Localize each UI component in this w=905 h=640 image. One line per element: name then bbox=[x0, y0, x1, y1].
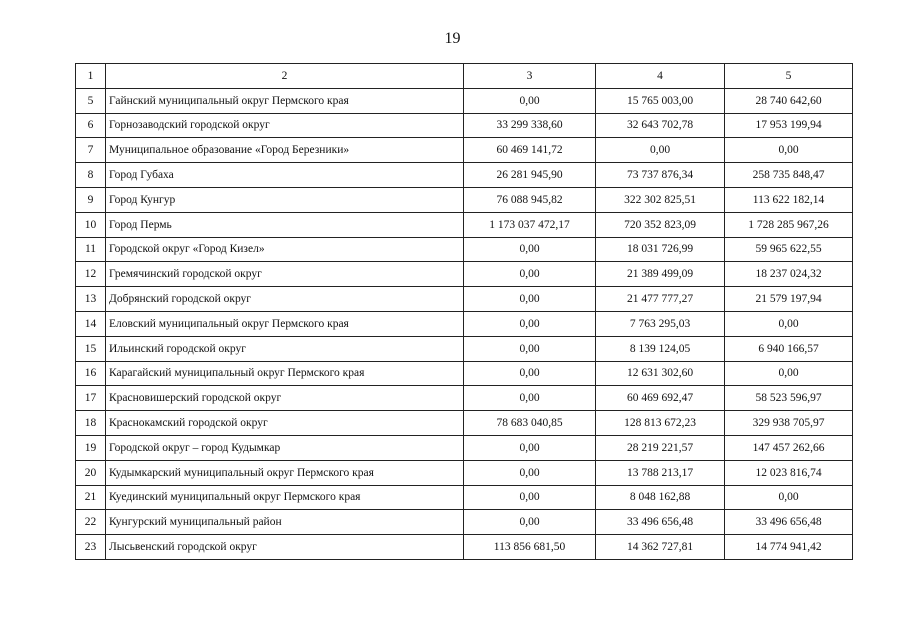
municipality-name-cell: Красновишерский городской округ bbox=[106, 386, 464, 411]
row-number-cell: 17 bbox=[76, 386, 106, 411]
table-row bbox=[76, 237, 853, 262]
value-cell: 1 173 037 472,17 bbox=[464, 212, 596, 237]
municipality-name-cell: Город Губаха bbox=[106, 163, 464, 188]
municipality-name-cell: Кунгурский муниципальный район bbox=[106, 510, 464, 535]
value-cell: 0,00 bbox=[464, 88, 596, 113]
municipality-name-cell: Горнозаводский городской округ bbox=[106, 113, 464, 138]
row-number-cell: 13 bbox=[76, 287, 106, 312]
row-number-cell: 22 bbox=[76, 510, 106, 535]
row-number-cell: 15 bbox=[76, 336, 106, 361]
table-row bbox=[76, 336, 853, 361]
row-number-cell: 16 bbox=[76, 361, 106, 386]
value-cell: 18 237 024,32 bbox=[725, 262, 853, 287]
data-table bbox=[75, 63, 853, 560]
municipality-name-cell: Гайнский муниципальный округ Пермского края bbox=[106, 88, 464, 113]
municipality-name-cell: Добрянский городской округ bbox=[106, 287, 464, 312]
municipality-name-cell: Краснокамский городской округ bbox=[106, 411, 464, 436]
table-body bbox=[76, 88, 853, 559]
value-cell: 329 938 705,97 bbox=[725, 411, 853, 436]
municipality-name-cell: Карагайский муниципальный округ Пермского края bbox=[106, 361, 464, 386]
value-cell: 21 579 197,94 bbox=[725, 287, 853, 312]
value-cell: 28 740 642,60 bbox=[725, 88, 853, 113]
row-number-cell: 21 bbox=[76, 485, 106, 510]
value-cell: 7 763 295,03 bbox=[596, 311, 725, 336]
municipality-name-cell: Город Пермь bbox=[106, 212, 464, 237]
value-cell: 60 469 692,47 bbox=[596, 386, 725, 411]
table-row bbox=[76, 113, 853, 138]
value-cell: 0,00 bbox=[725, 138, 853, 163]
value-cell: 21 389 499,09 bbox=[596, 262, 725, 287]
row-number-cell: 7 bbox=[76, 138, 106, 163]
value-cell: 14 774 941,42 bbox=[725, 535, 853, 560]
row-number-cell: 5 bbox=[76, 88, 106, 113]
row-number-cell: 20 bbox=[76, 460, 106, 485]
column-header: 5 bbox=[725, 64, 853, 89]
municipality-name-cell: Гремячинский городской округ bbox=[106, 262, 464, 287]
row-number-cell: 8 bbox=[76, 163, 106, 188]
value-cell: 0,00 bbox=[464, 311, 596, 336]
value-cell: 12 023 816,74 bbox=[725, 460, 853, 485]
row-number-cell: 19 bbox=[76, 435, 106, 460]
value-cell: 0,00 bbox=[464, 361, 596, 386]
value-cell: 60 469 141,72 bbox=[464, 138, 596, 163]
table-row bbox=[76, 510, 853, 535]
value-cell: 58 523 596,97 bbox=[725, 386, 853, 411]
table-row bbox=[76, 485, 853, 510]
value-cell: 113 622 182,14 bbox=[725, 187, 853, 212]
value-cell: 0,00 bbox=[464, 435, 596, 460]
value-cell: 33 496 656,48 bbox=[596, 510, 725, 535]
value-cell: 128 813 672,23 bbox=[596, 411, 725, 436]
municipality-name-cell: Куединский муниципальный округ Пермского края bbox=[106, 485, 464, 510]
value-cell: 0,00 bbox=[464, 510, 596, 535]
table-row bbox=[76, 386, 853, 411]
table-row bbox=[76, 535, 853, 560]
value-cell: 1 728 285 967,26 bbox=[725, 212, 853, 237]
value-cell: 113 856 681,50 bbox=[464, 535, 596, 560]
value-cell: 258 735 848,47 bbox=[725, 163, 853, 188]
value-cell: 17 953 199,94 bbox=[725, 113, 853, 138]
municipality-name-cell: Ильинский городской округ bbox=[106, 336, 464, 361]
municipality-name-cell: Еловский муниципальный округ Пермского края bbox=[106, 311, 464, 336]
value-cell: 32 643 702,78 bbox=[596, 113, 725, 138]
column-header: 1 bbox=[76, 64, 106, 89]
value-cell: 0,00 bbox=[464, 237, 596, 262]
table-row bbox=[76, 287, 853, 312]
municipality-name-cell: Кудымкарский муниципальный округ Пермского края bbox=[106, 460, 464, 485]
value-cell: 33 496 656,48 bbox=[725, 510, 853, 535]
value-cell: 73 737 876,34 bbox=[596, 163, 725, 188]
table-row bbox=[76, 311, 853, 336]
table-row bbox=[76, 361, 853, 386]
page-number: 19 bbox=[444, 30, 461, 47]
value-cell: 6 940 166,57 bbox=[725, 336, 853, 361]
row-number-cell: 11 bbox=[76, 237, 106, 262]
table-row bbox=[76, 138, 853, 163]
value-cell: 0,00 bbox=[464, 485, 596, 510]
table-header-row bbox=[76, 64, 853, 89]
municipality-name-cell: Лысьвенский городской округ bbox=[106, 535, 464, 560]
value-cell: 0,00 bbox=[464, 336, 596, 361]
value-cell: 0,00 bbox=[464, 262, 596, 287]
table-row bbox=[76, 88, 853, 113]
table-row bbox=[76, 187, 853, 212]
row-number-cell: 18 bbox=[76, 411, 106, 436]
value-cell: 0,00 bbox=[464, 287, 596, 312]
value-cell: 0,00 bbox=[464, 460, 596, 485]
value-cell: 147 457 262,66 bbox=[725, 435, 853, 460]
value-cell: 28 219 221,57 bbox=[596, 435, 725, 460]
value-cell: 15 765 003,00 bbox=[596, 88, 725, 113]
value-cell: 0,00 bbox=[596, 138, 725, 163]
value-cell: 13 788 213,17 bbox=[596, 460, 725, 485]
municipality-name-cell: Город Кунгур bbox=[106, 187, 464, 212]
municipality-name-cell: Муниципальное образование «Город Березники» bbox=[106, 138, 464, 163]
value-cell: 14 362 727,81 bbox=[596, 535, 725, 560]
value-cell: 8 048 162,88 bbox=[596, 485, 725, 510]
value-cell: 21 477 777,27 bbox=[596, 287, 725, 312]
municipality-name-cell: Городской округ – город Кудымкар bbox=[106, 435, 464, 460]
row-number-cell: 10 bbox=[76, 212, 106, 237]
table-row bbox=[76, 163, 853, 188]
column-header: 3 bbox=[464, 64, 596, 89]
value-cell: 8 139 124,05 bbox=[596, 336, 725, 361]
value-cell: 76 088 945,82 bbox=[464, 187, 596, 212]
value-cell: 33 299 338,60 bbox=[464, 113, 596, 138]
value-cell: 0,00 bbox=[725, 485, 853, 510]
row-number-cell: 14 bbox=[76, 311, 106, 336]
value-cell: 12 631 302,60 bbox=[596, 361, 725, 386]
column-header: 2 bbox=[106, 64, 464, 89]
row-number-cell: 12 bbox=[76, 262, 106, 287]
value-cell: 720 352 823,09 bbox=[596, 212, 725, 237]
row-number-cell: 9 bbox=[76, 187, 106, 212]
column-header: 4 bbox=[596, 64, 725, 89]
municipality-name-cell: Городской округ «Город Кизел» bbox=[106, 237, 464, 262]
value-cell: 59 965 622,55 bbox=[725, 237, 853, 262]
value-cell: 322 302 825,51 bbox=[596, 187, 725, 212]
value-cell: 0,00 bbox=[725, 311, 853, 336]
table-row bbox=[76, 411, 853, 436]
value-cell: 78 683 040,85 bbox=[464, 411, 596, 436]
value-cell: 0,00 bbox=[464, 386, 596, 411]
table-row bbox=[76, 212, 853, 237]
table-row bbox=[76, 460, 853, 485]
table-row bbox=[76, 435, 853, 460]
row-number-cell: 23 bbox=[76, 535, 106, 560]
value-cell: 18 031 726,99 bbox=[596, 237, 725, 262]
row-number-cell: 6 bbox=[76, 113, 106, 138]
table-row bbox=[76, 262, 853, 287]
value-cell: 26 281 945,90 bbox=[464, 163, 596, 188]
value-cell: 0,00 bbox=[725, 361, 853, 386]
